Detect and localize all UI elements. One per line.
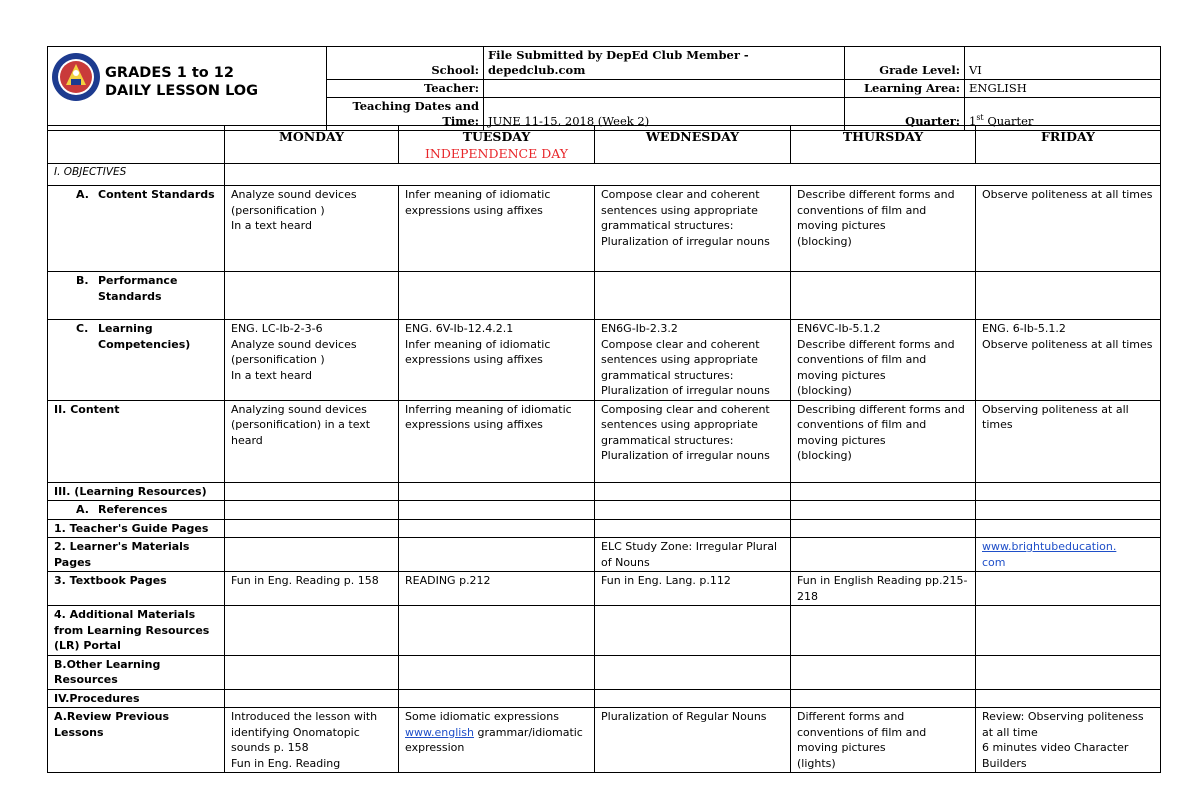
objectives-row — [48, 164, 1161, 186]
cell-tb-tue: READING p.212 — [399, 572, 595, 606]
objectives-label: I. OBJECTIVES — [48, 164, 225, 186]
procedures-label: IV.Procedures — [48, 689, 225, 708]
table-row — [48, 400, 1161, 482]
table-row — [48, 482, 1161, 501]
grade-level-label: Grade Level: — [845, 47, 965, 80]
title-line-1: GRADES 1 to 12 — [105, 65, 234, 81]
cell-competencies-wed: EN6G-Ib-2.3.2 Compose clear and coherent sentences using appropriate grammatical structures: Pluralization of irregular nouns — [595, 320, 791, 401]
additional-materials-label: 4. Additional Materials from Learning Resources (LR) Portal — [48, 606, 225, 656]
english-grammar-link[interactable]: www.english — [405, 725, 475, 739]
day-wednesday: WEDNESDAY — [595, 126, 791, 164]
learning-area-value: ENGLISH — [965, 80, 1161, 98]
independence-day-note: INDEPENDENCE DAY — [424, 146, 569, 161]
learning-competencies-label: C. Learning Competencies) — [48, 320, 225, 401]
cell-performance-tue — [399, 272, 595, 320]
grade-level-value: VI — [965, 47, 1161, 80]
table-row — [48, 501, 1161, 520]
learning-resources-label: III. (Learning Resources) — [48, 482, 225, 501]
school-label: School: — [327, 47, 484, 80]
cell-lm-fri — [976, 538, 1161, 572]
teaching-dates-label: Teaching Dates and Time: — [327, 98, 484, 131]
content-label: II. Content — [48, 400, 225, 482]
cell-tb-fri — [976, 572, 1161, 606]
table-row — [48, 186, 1161, 272]
day-friday: FRIDAY — [976, 126, 1161, 164]
table-row — [48, 572, 1161, 606]
cell-competencies-fri: ENG. 6-Ib-5.1.2 Observe politeness at all times — [976, 320, 1161, 401]
cell-content-standards-thu: Describe different forms and conventions of film and moving pictures (blocking) — [791, 186, 976, 272]
day-monday: MONDAY — [225, 126, 399, 164]
quarter-label: Quarter: — [845, 98, 965, 131]
cell-content-tue: Inferring meaning of idiomatic expressions using affixes — [399, 400, 595, 482]
cell-performance-wed — [595, 272, 791, 320]
references-label: A. References — [48, 501, 225, 520]
table-row — [48, 519, 1161, 538]
cell-content-wed: Composing clear and coherent sentences using appropriate grammatical structures: Pluralization of irregular nouns — [595, 400, 791, 482]
brightube-link-cont[interactable]: com — [982, 555, 1006, 569]
cell-content-standards-wed: Compose clear and coherent sentences using appropriate grammatical structures: Pluralization of irregular nouns — [595, 186, 791, 272]
table-row — [48, 272, 1161, 320]
table-row — [48, 689, 1161, 708]
cell-content-fri: Observing politeness at all times — [976, 400, 1161, 482]
textbook-pages-label: 3. Textbook Pages — [48, 572, 225, 606]
header-info-table — [47, 46, 1161, 131]
corner-cell — [48, 126, 225, 164]
table-row — [48, 320, 1161, 401]
cell-performance-mon — [225, 272, 399, 320]
school-value: File Submitted by DepEd Club Member - depedclub.com — [484, 47, 845, 80]
lesson-log-title — [105, 64, 258, 100]
table-row — [48, 708, 1161, 773]
cell-review-thu: Different forms and conventions of film and moving pictures (lights) — [791, 708, 976, 773]
cell-review-fri: Review: Observing politeness at all time 6 minutes video Character Builders — [976, 708, 1161, 773]
table-row — [48, 606, 1161, 656]
deped-seal-icon — [51, 51, 101, 103]
teaching-dates-value: JUNE 11-15, 2018 (Week 2) — [484, 98, 845, 131]
cell-competencies-tue: ENG. 6V-Ib-12.4.2.1 Infer meaning of idiomatic expressions using affixes — [399, 320, 595, 401]
teacher-value — [484, 80, 845, 98]
performance-standards-label: B. Performance Standards — [48, 272, 225, 320]
other-resources-label: B.Other Learning Resources — [48, 655, 225, 689]
cell-content-standards-mon: Analyze sound devices (personification ) In a text heard — [225, 186, 399, 272]
brightube-link[interactable]: www.brightubeducation. — [982, 540, 1117, 553]
brand-cell — [48, 47, 327, 131]
cell-lm-wed: ELC Study Zone: Irregular Plural of Nouns — [595, 538, 791, 572]
learners-materials-label: 2. Learner's Materials Pages — [48, 538, 225, 572]
cell-performance-thu — [791, 272, 976, 320]
quarter-value: 1st Quarter — [965, 98, 1161, 131]
content-standards-label: A. Content Standards — [48, 186, 225, 272]
cell-review-tue: Some idiomatic expressions www.english grammar/idiomatic expression — [399, 708, 595, 773]
table-row — [48, 538, 1161, 572]
cell-performance-fri — [976, 272, 1161, 320]
cell-content-thu: Describing different forms and conventions of film and moving pictures (blocking) — [791, 400, 976, 482]
learning-area-label: Learning Area: — [845, 80, 965, 98]
review-previous-label: A.Review Previous Lessons — [48, 708, 225, 773]
cell-content-standards-fri: Observe politeness at all times — [976, 186, 1161, 272]
day-thursday: THURSDAY — [791, 126, 976, 164]
cell-content-standards-tue: Infer meaning of idiomatic expressions using affixes — [399, 186, 595, 272]
table-row — [48, 655, 1161, 689]
cell-tb-wed: Fun in Eng. Lang. p.112 — [595, 572, 791, 606]
daily-lesson-log-table — [47, 125, 1161, 773]
cell-competencies-thu: EN6VC-Ib-5.1.2 Describe different forms and conventions of film and moving pictures (blocking) — [791, 320, 976, 401]
cell-tb-mon: Fun in Eng. Reading p. 158 — [225, 572, 399, 606]
cell-competencies-mon: ENG. LC-Ib-2-3-6 Analyze sound devices (personification ) In a text heard — [225, 320, 399, 401]
day-header-row — [48, 126, 1161, 164]
cell-review-wed: Pluralization of Regular Nouns — [595, 708, 791, 773]
cell-content-mon: Analyzing sound devices (personification) in a text heard — [225, 400, 399, 482]
cell-review-mon: Introduced the lesson with identifying Onomatopic sounds p. 158 Fun in Eng. Reading — [225, 708, 399, 773]
teachers-guide-label: 1. Teacher's Guide Pages — [48, 519, 225, 538]
objectives-span — [225, 164, 1161, 186]
day-tuesday: TUESDAY INDEPENDENCE DAY — [399, 126, 595, 164]
teacher-label: Teacher: — [327, 80, 484, 98]
cell-tb-thu: Fun in English Reading pp.215-218 — [791, 572, 976, 606]
title-line-2: DAILY LESSON LOG — [105, 83, 259, 99]
